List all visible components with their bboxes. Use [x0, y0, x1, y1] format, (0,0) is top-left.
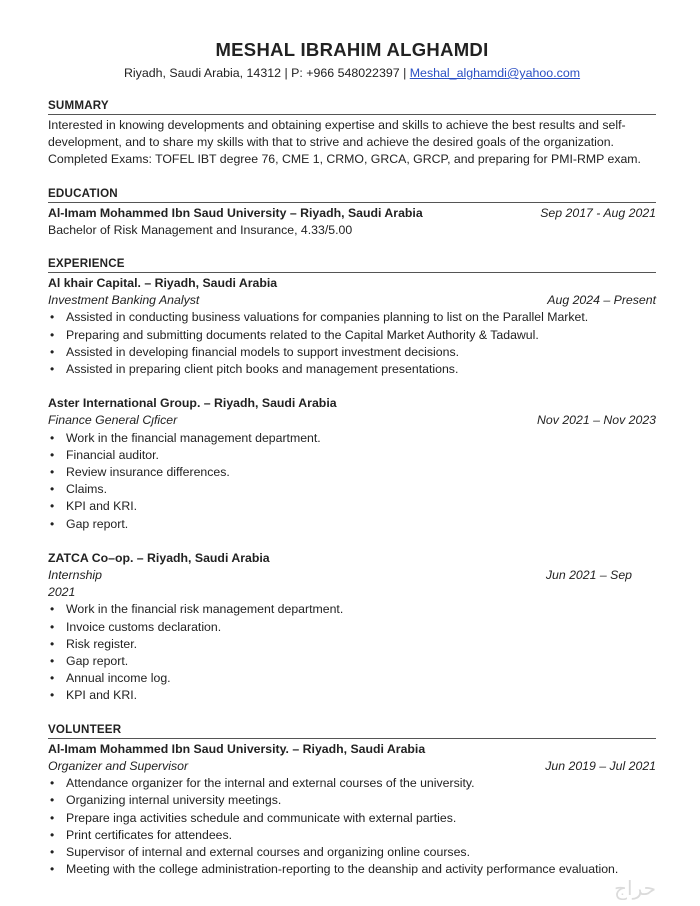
school-name: Al-Imam Mohammed Ibn Saud University – Riyadh, Saudi Arabia	[48, 205, 423, 220]
list-item: • Attendance organizer for the internal and external courses of the university.	[48, 775, 656, 792]
job-role: Internship	[48, 568, 103, 583]
list-item: • Assisted in developing financial models to support investment decisions.	[48, 344, 656, 361]
list-item: • KPI and KRI.	[48, 498, 656, 515]
job-org-row	[48, 395, 656, 412]
list-item: • Review insurance differences.	[48, 464, 656, 481]
list-item: • Work in the financial management department.	[48, 430, 656, 447]
job-bullets	[48, 309, 656, 378]
list-item: • Risk register.	[48, 636, 656, 653]
volunteer-bullets	[48, 775, 656, 878]
job-entry	[48, 395, 656, 533]
list-item: • Assisted in preparing client pitch books and management presentations.	[48, 361, 656, 378]
volunteer-role: Organizer and Supervisor	[48, 758, 189, 773]
job-role-row	[48, 412, 656, 429]
job-bullets	[48, 430, 656, 533]
job-entry	[48, 275, 656, 378]
job-entry	[48, 550, 656, 705]
job-bullets	[48, 601, 656, 704]
volunteer-org-row	[48, 741, 656, 758]
summary-heading: SUMMARY	[48, 98, 656, 115]
job-org: Aster International Group. – Riyadh, Saudi Arabia	[48, 396, 337, 411]
list-item: • Assisted in conducting business valuations for companies planning to list on the Parallel Market.	[48, 309, 656, 326]
education-section	[48, 186, 656, 239]
job-dates: Jun 2021 – Sep	[545, 568, 632, 583]
list-item: • Prepare inga activities schedule and communicate with external parties.	[48, 810, 656, 827]
job-org: Al khair Capital. – Riyadh, Saudi Arabia	[48, 276, 278, 291]
degree: Bachelor of Risk Management and Insurance, 4.33/5.00	[48, 222, 353, 237]
job-dates: Nov 2021 – Nov 2023	[537, 413, 656, 428]
education-dates: Sep 2017 - Aug 2021	[540, 205, 656, 220]
job-role-row	[48, 567, 656, 584]
list-item: • KPI and KRI.	[48, 687, 656, 704]
summary-line: development, and to share my skills with that to strive and achieve the desired goals of the organization.	[48, 135, 614, 150]
job-role: Investment Banking Analyst	[48, 293, 200, 308]
list-item: • Meeting with the college administration-reporting to the deanship and activity performance evaluation.	[48, 861, 656, 878]
job-org-row	[48, 550, 656, 567]
experience-heading: EXPERIENCE	[48, 256, 656, 273]
job-org: ZATCA Co–op. – Riyadh, Saudi Arabia	[48, 550, 270, 565]
list-item: • Annual income log.	[48, 670, 656, 687]
list-item: • Print certificates for attendees.	[48, 827, 656, 844]
job-org-row	[48, 275, 656, 292]
list-item: • Supervisor of internal and external courses and organizing online courses.	[48, 844, 656, 861]
job-role: Finance General Cȷficer	[48, 413, 178, 428]
experience-section	[48, 256, 656, 705]
candidate-name: MESHAL IBRAHIM ALGHAMDI	[215, 39, 489, 60]
list-item: • Claims.	[48, 481, 656, 498]
summary-line: Interested in knowing developments and obtaining expertise and skills to achieve the best results and self-	[48, 118, 626, 132]
email-link[interactable]: Meshal_alghamdi@yahoo.com	[409, 66, 581, 80]
job-role-row	[48, 292, 656, 309]
site-watermark: حراج	[614, 876, 656, 900]
volunteer-role-row	[48, 758, 656, 775]
list-item: • Gap report.	[48, 516, 656, 533]
volunteer-dates: Jun 2019 – Jul 2021	[545, 758, 656, 773]
list-item: • Financial auditor.	[48, 447, 656, 464]
list-item: • Invoice customs declaration.	[48, 619, 656, 636]
job-dates-continued: 2021	[48, 585, 76, 600]
summary-line: Completed Exams: TOFEL IBT degree 76, CME 1, CRMO, GRCA, GRCP, and preparing for PMI-RMP exam.	[48, 152, 641, 167]
list-item: • Work in the financial risk management department.	[48, 601, 656, 618]
resume-page	[48, 38, 656, 878]
contact-line	[48, 64, 656, 82]
volunteer-org: Al-Imam Mohammed Ibn Saud University. – Riyadh, Saudi Arabia	[48, 741, 426, 756]
volunteer-section	[48, 722, 656, 879]
education-row	[48, 205, 656, 222]
list-item: • Gap report.	[48, 653, 656, 670]
volunteer-heading: VOLUNTEER	[48, 722, 656, 739]
list-item: • Organizing internal university meetings.	[48, 792, 656, 809]
summary-text	[48, 117, 656, 169]
summary-section	[48, 98, 656, 169]
education-heading: EDUCATION	[48, 186, 656, 203]
job-dates: Aug 2024 – Present	[547, 293, 656, 308]
list-item: • Preparing and submitting documents related to the Capital Market Authority & Tadawul.	[48, 327, 656, 344]
contact-details: Riyadh, Saudi Arabia, 14312 | P: +966 548022397 |	[123, 66, 410, 80]
